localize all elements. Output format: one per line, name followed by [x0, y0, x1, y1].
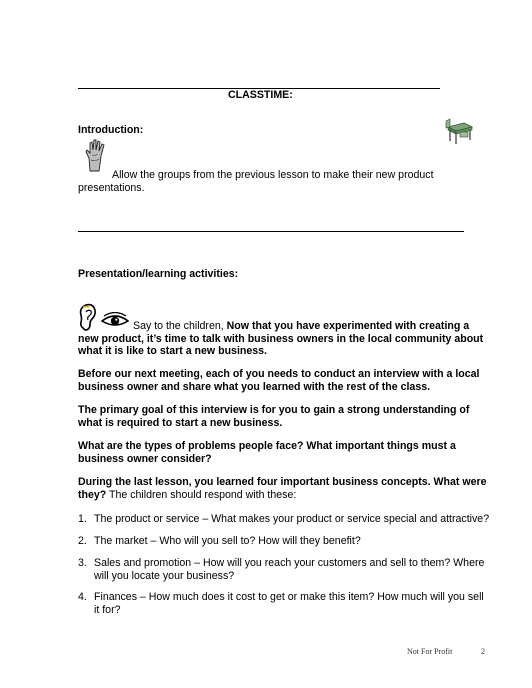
- list-text: The product or service – What makes your product or service special and attractive?: [94, 513, 490, 525]
- list-item: [78, 591, 488, 616]
- introduction-label: Introduction:: [78, 124, 144, 136]
- interview-paragraph: Before our next meeting, each of you needs to conduct an interview with a local business owner and share what you learned with the rest of the class.: [78, 368, 480, 393]
- list-text: The market – Who will you sell to? How will they benefit?: [94, 535, 361, 547]
- concepts-instruction: The children should respond with these:: [106, 488, 297, 501]
- page-number: 2: [481, 647, 485, 656]
- list-text: Sales and promotion – How will you reach your customers and sell to them? Where will you locate your business?: [94, 557, 485, 582]
- list-number: 2.: [78, 535, 87, 547]
- introduction-text: [78, 169, 488, 194]
- presentation-label: Presentation/learning activities:: [78, 268, 239, 280]
- desk-icon: [444, 117, 474, 145]
- list-text: Finances – How much does it cost to get or make this item? How much will you sell it for?: [94, 591, 484, 616]
- list-number: 3.: [78, 557, 87, 569]
- concepts-question: During the last lesson, you learned four important business concepts. What were they?: [78, 476, 487, 501]
- problems-paragraph: What are the types of problems people face? What important things must a business owner consider?: [78, 440, 456, 465]
- footer-label: Not For Profit: [407, 647, 453, 656]
- say-quote: Now that you have experimented with creating a new product, it’s time to talk with business owners in the local community about what it is like to start a new business.: [78, 320, 484, 357]
- goal-paragraph: The primary goal of this interview is for you to gain a strong understanding of what is required to start a new business.: [78, 404, 470, 429]
- list-item: [78, 535, 488, 548]
- page-title: CLASSTIME:: [228, 89, 293, 101]
- say-prefix: Say to the children,: [133, 320, 227, 332]
- introduction-body: Allow the groups from the previous lesson to make their new product presentations.: [78, 169, 434, 194]
- list-number: 4.: [78, 591, 87, 603]
- say-paragraph: [78, 320, 488, 358]
- list-number: 1.: [78, 513, 87, 525]
- list-item: [78, 557, 488, 582]
- list-item: [78, 513, 498, 526]
- hand-icon: [84, 138, 108, 172]
- section-rule: [78, 231, 464, 232]
- concepts-paragraph: [78, 476, 488, 501]
